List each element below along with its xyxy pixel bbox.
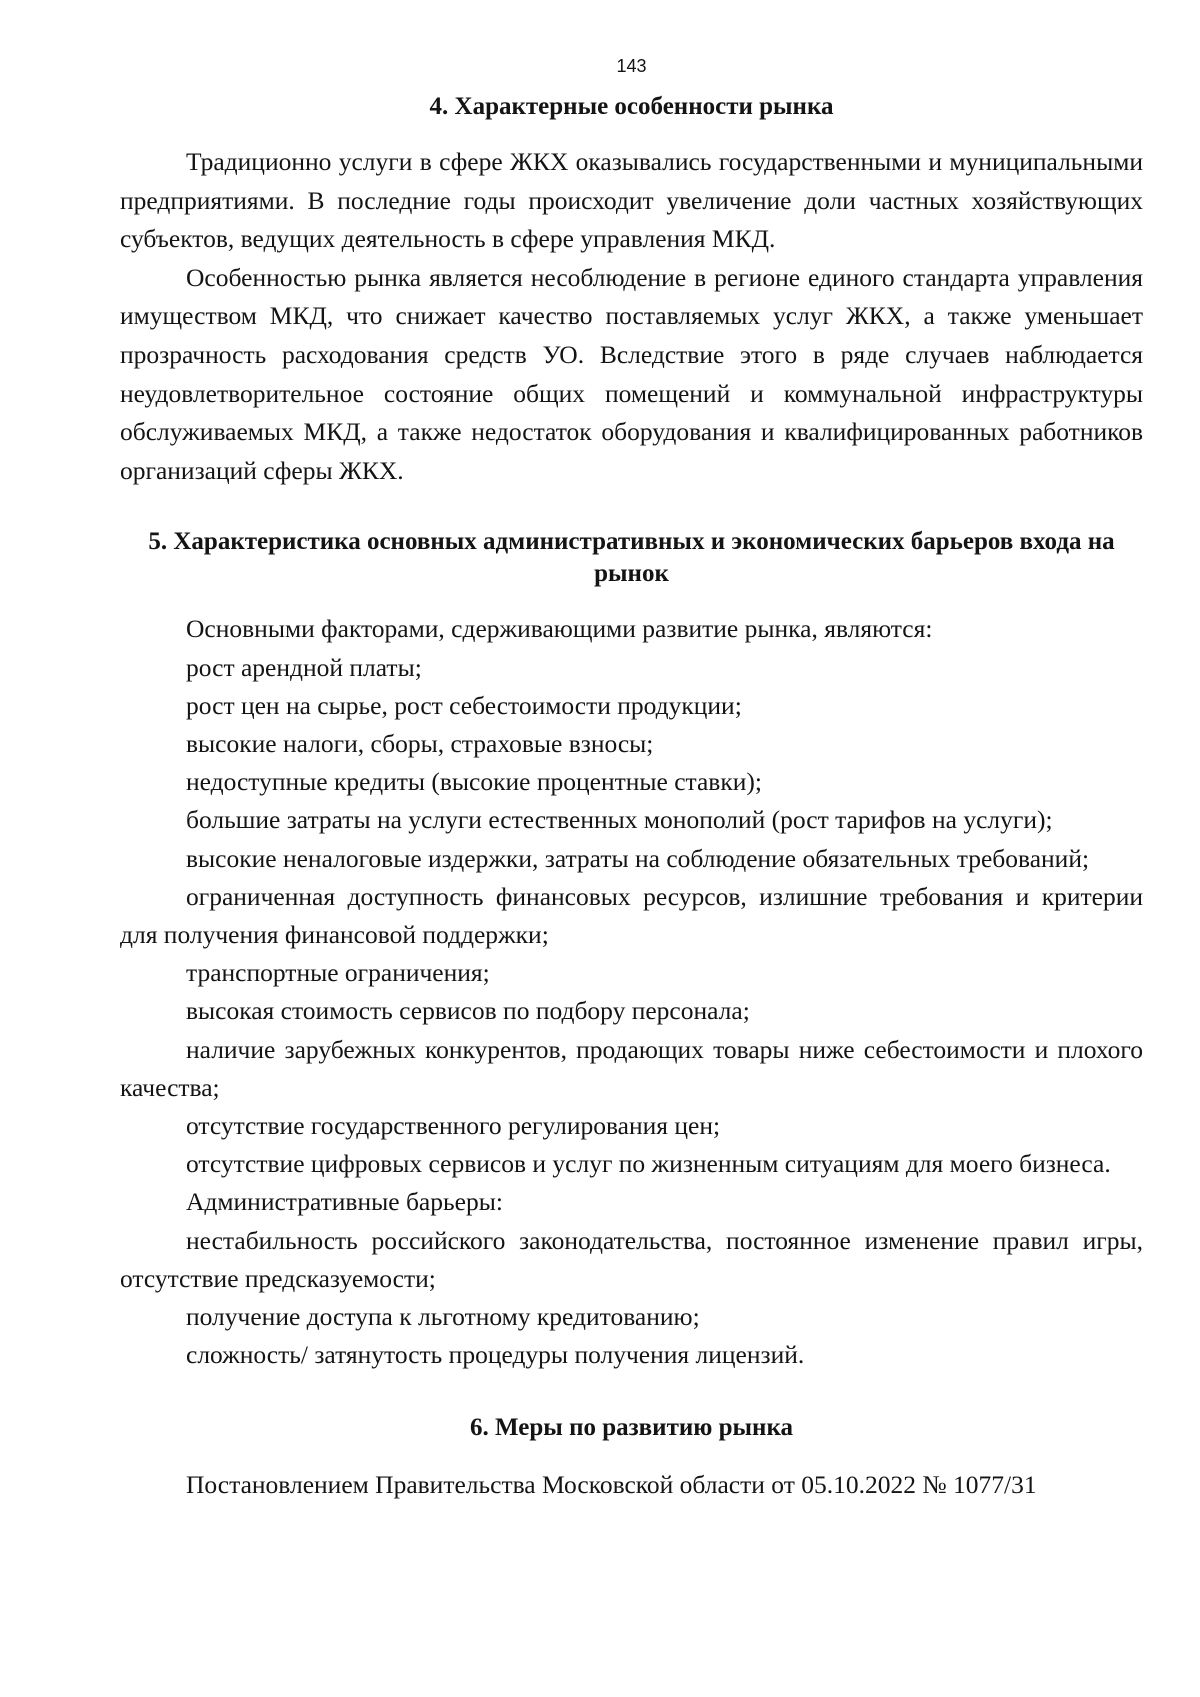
factor-item: отсутствие государственного регулирования цен;: [186, 1110, 721, 1140]
section-5-body: [120, 610, 1143, 1374]
factor-item: ограниченная доступность финансовых ресурсов, излишние требования и критерии для получения финансовой поддержки;: [120, 881, 1143, 949]
admin-barrier-item: нестабильность российского законодательства, постоянное изменение правил игры, отсутствие предсказуемости;: [120, 1225, 1143, 1293]
section-4-heading: 4. Характерные особенности рынка: [429, 93, 834, 120]
section-5-heading: 5. Характеристика основных административных и экономических барьеров входа на рынок: [148, 528, 1115, 588]
factor-item: транспортные ограничения;: [186, 958, 490, 988]
section-6-heading: 6. Меры по развитию рынка: [470, 1414, 793, 1442]
page-number: 143: [616, 56, 647, 76]
section-4-body: [120, 143, 1143, 490]
factor-item: отсутствие цифровых сервисов и услуг по жизненным ситуациям для моего бизнеса.: [186, 1149, 1111, 1179]
section-4-paragraph: Особенностью рынка является несоблюдение в регионе единого стандарта управления имуществом МКД, что снижает качество поставляемых услуг ЖКХ, а также уменьшает прозрачность расходования средств УО. Вследствие этого в ряде случаев наблюдается неудовлетворительное состояние общих помещений и коммунальной инфраструктуры обслуживаемых МКД, а также недостаток оборудования и квалифицированных работников организаций сферы ЖКХ.: [120, 262, 1143, 485]
factor-item: большие затраты на услуги естественных монополий (рост тарифов на услуги);: [186, 805, 1053, 835]
admin-barrier-item: сложность/ затянутость процедуры получения лицензий.: [186, 1340, 805, 1370]
document-page: [120, 56, 1143, 1505]
admin-barriers-intro: Административные барьеры:: [186, 1187, 503, 1217]
factor-item: рост цен на сырье, рост себестоимости продукции;: [186, 690, 742, 720]
admin-barrier-item: получение доступа к льготному кредитованию;: [186, 1302, 700, 1331]
factor-item: высокие налоги, сборы, страховые взносы;: [186, 728, 654, 758]
factor-item: наличие зарубежных конкурентов, продающих товары ниже себестоимости и плохого качества;: [120, 1034, 1143, 1102]
section-6-text: Постановлением Правительства Московской области от 05.10.2022 № 1077/31: [186, 1470, 1037, 1500]
factor-item: высокие неналоговые издержки, затраты на соблюдение обязательных требований;: [186, 843, 1090, 873]
factors-intro: Основными факторами, сдерживающими развитие рынка, являются:: [186, 614, 933, 644]
factor-item: высокая стоимость сервисов по подбору персонала;: [186, 996, 750, 1026]
factor-item: рост арендной платы;: [186, 652, 422, 682]
section-6-body: [120, 1466, 1143, 1505]
factor-item: недоступные кредиты (высокие процентные ставки);: [186, 767, 762, 797]
section-4-paragraph: Традиционно услуги в сфере ЖКХ оказывались государственными и муниципальными предприятиями. В последние годы происходит увеличение доли частных хозяйствующих субъектов, ведущих деятельность в сфере управления МКД.: [120, 147, 1143, 254]
